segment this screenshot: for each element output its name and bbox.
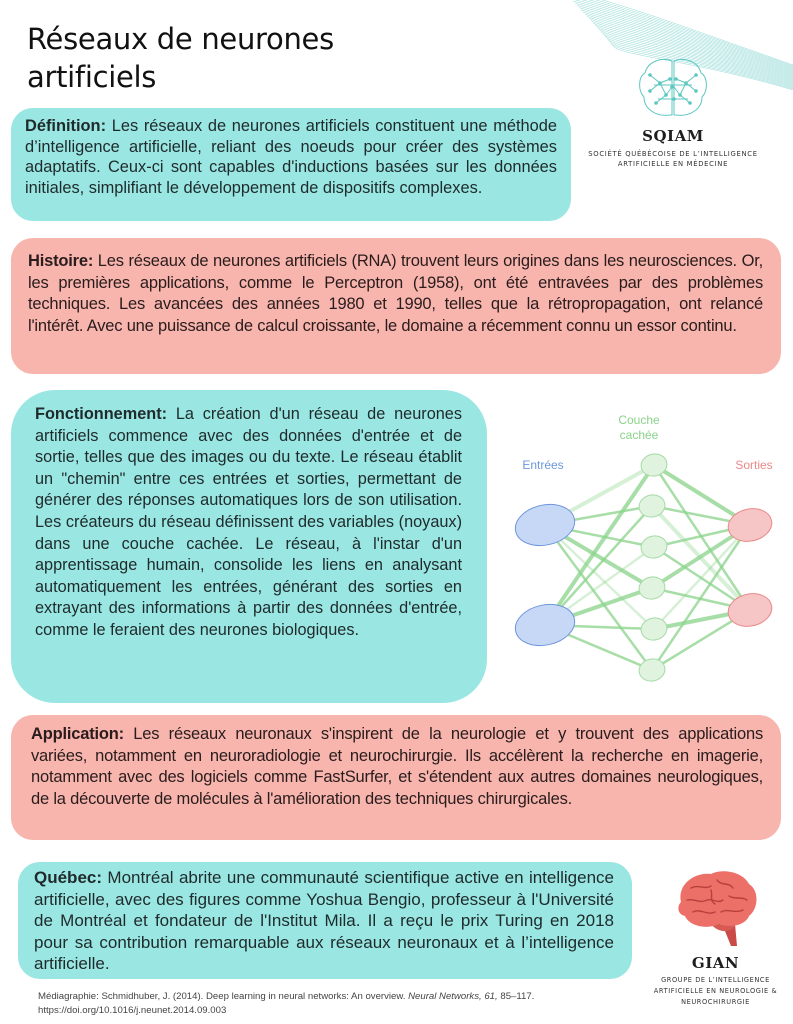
- gian-subtitle: [638, 975, 793, 1008]
- title-line-1: Réseaux de neurones: [27, 22, 334, 56]
- sqiam-logo: [578, 55, 768, 169]
- brain-network-icon: [636, 55, 710, 121]
- network-connection: [545, 465, 654, 625]
- input-layer-label: Entrées: [522, 458, 564, 472]
- reference-doi-link[interactable]: https://doi.org/10.1016/j.neunet.2014.09.003: [38, 1004, 227, 1016]
- gian-logo: [638, 868, 793, 1008]
- histoire-section: [11, 238, 781, 374]
- page-title: [27, 20, 407, 96]
- sqiam-name: SQIAM: [642, 127, 704, 145]
- definition-body: Les réseaux de neurones artificiels constituent une méthode d’intelligence artificielle, reliant des noeuds pour créer des systèmes adaptatifs. Ceux-ci sont capables d'inductions basées sur les données initiales, simplifiant le développement de dispositifs complexes.: [25, 117, 557, 197]
- reference-pages: 85–117.: [497, 991, 535, 1002]
- fonctionnement-text: [35, 404, 462, 642]
- output-node: [725, 505, 775, 545]
- definition-section: [11, 108, 571, 221]
- definition-label: Définition:: [25, 117, 107, 135]
- quebec-body: Montréal abrite une communauté scientifique active en intelligence artificielle, avec des figures comme Yoshua Bengio, professeur à l'Université de Montréal et fondateur de l'Institut Mila. Il a reçu le prix Turing en 2018 pour sa contribution remarquable aux réseaux neuronaux et à l’intelligence artificielle.: [34, 868, 614, 973]
- hidden-node: [637, 657, 667, 684]
- output-node: [725, 590, 775, 630]
- sqiam-subtitle-line-2: ARTIFICIELLE EN MÉDECINE: [617, 160, 729, 168]
- brain-icon: [671, 868, 761, 950]
- fonctionnement-body: La création d'un réseau de neurones artificiels commence avec des données d'entrée et de sortie, telles que des images ou du texte. Le réseau établit un "chemin" entre ces entrées et sorties, permettant de générer des réponses automatiques lors de son utilisation. Les créateurs du réseau définissent des variables (noyaux) dans une couche cachée. Le réseau, à l'instar d'un apprentissage humain, consolide les liens en analysant automatiquement les entrées, générant des sorties en extrayant des informations à partir des données d'entrée, comme le feraient des neurones biologiques.: [35, 405, 462, 639]
- reference-journal: Neural Networks, 61,: [408, 991, 498, 1002]
- histoire-body: Les réseaux de neurones artificiels (RNA) trouvent leurs origines dans les neurosciences. Or, les premières applications, comme le Perceptron (1958), ont été entravées par des problèmes techniques. Les avancées des années 1980 et 1990, telles que la rétropropagation, ont relancé l'intérêt. Avec une puissance de calcul croissante, le domaine a récemment connu un essor continu.: [28, 252, 763, 335]
- application-section: [11, 715, 781, 840]
- gian-name: GIAN: [691, 954, 740, 972]
- histoire-text: [28, 251, 763, 337]
- output-layer-label: Sorties: [735, 458, 773, 472]
- gian-subtitle-line-3: NEUROCHIRURGIE: [681, 998, 750, 1006]
- hidden-node: [639, 534, 669, 561]
- reference-citation: Médiagraphie: Schmidhuber, J. (2014). Deep learning in neural networks: An overview.: [38, 991, 409, 1002]
- reference: [38, 990, 534, 1017]
- input-node: [511, 499, 578, 551]
- quebec-section: [18, 862, 632, 979]
- hidden-layer-label-line-2: cachée: [619, 428, 659, 442]
- fonctionnement-label: Fonctionnement:: [35, 405, 168, 423]
- hidden-node: [637, 575, 667, 602]
- fonctionnement-section: [11, 390, 487, 703]
- sqiam-subtitle: [578, 149, 768, 169]
- hidden-node: [639, 452, 669, 479]
- application-text: [31, 724, 763, 810]
- title-line-2: artificiels: [27, 60, 157, 94]
- quebec-label: Québec:: [34, 868, 103, 887]
- gian-subtitle-line-2: ARTIFICIELLE EN NEUROLOGIE &: [653, 987, 778, 995]
- histoire-label: Histoire:: [28, 252, 94, 270]
- application-body: Les réseaux neuronaux s'inspirent de la neurologie et y trouvent des applications variées, notamment en neuroradiologie et neurochirurgie. Ils accélèrent la recherche en imagerie, notamment avec des logiciels comme FastSurfer, et s'étendent aux autres domaines neurologiques, de la découverte de molécules à l'amélioration des techniques chirurgicales.: [31, 725, 763, 808]
- definition-text: [25, 116, 557, 198]
- quebec-text: [34, 867, 614, 975]
- gian-subtitle-line-1: GROUPE DE L’INTELLIGENCE: [661, 976, 770, 984]
- neural-network-diagram: [500, 400, 793, 700]
- application-label: Application:: [31, 725, 124, 743]
- hidden-layer-label-line-1: Couche: [618, 413, 660, 427]
- sqiam-subtitle-line-1: SOCIÉTÉ QUÉBÉCOISE DE L’INTELLIGENCE: [588, 150, 758, 158]
